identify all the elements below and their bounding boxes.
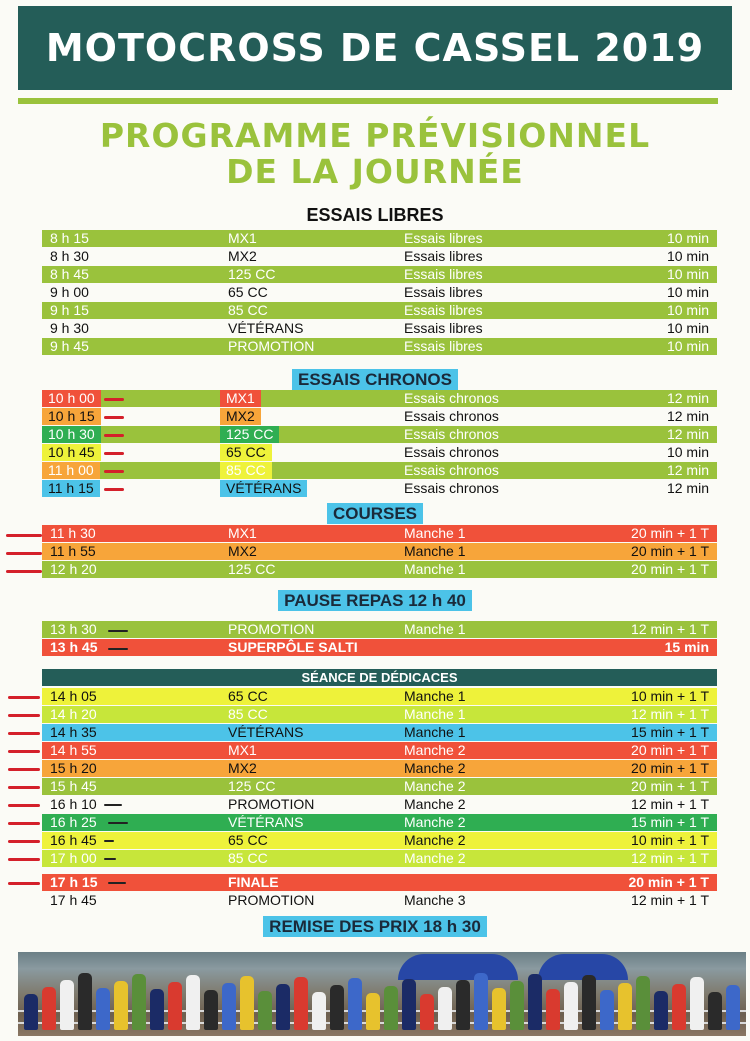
session-cell: Manche 2 (404, 778, 466, 794)
schedule-row (42, 338, 717, 355)
time-cell: 11 h 30 (50, 525, 96, 541)
session-cell: Essais chronos (404, 390, 499, 406)
category-cell: 65 CC (228, 832, 268, 848)
rider-figure (240, 976, 254, 1030)
session-cell: Essais chronos (404, 426, 499, 442)
duration-cell: 12 min + 1 T (631, 621, 709, 637)
pen-mark (104, 434, 124, 437)
rider-figure (456, 980, 470, 1030)
time-cell: 17 h 00 (50, 850, 97, 866)
category-cell: 85 CC (228, 302, 268, 318)
time-cell: 11 h 55 (50, 543, 96, 559)
category-cell: 125 CC (228, 778, 276, 794)
schedule-row (42, 248, 717, 265)
section-essais-chronos: ESSAIS CHRONOS (0, 370, 750, 390)
divider (18, 98, 718, 104)
rider-figure (528, 974, 542, 1030)
time-cell: 13 h 30 (50, 621, 97, 637)
section-dedicaces: SÉANCE DE DÉDICACES (42, 669, 717, 686)
time-cell: 17 h 45 (50, 892, 97, 908)
duration-cell: 12 min + 1 T (631, 892, 709, 908)
schedule-row (42, 543, 717, 560)
session-cell: Essais chronos (404, 480, 499, 496)
rider-figure (438, 987, 452, 1030)
time-cell: 10 h 45 (42, 444, 101, 461)
session-cell: Essais libres (404, 248, 483, 264)
schedule-row (42, 706, 717, 723)
duration-cell: 10 min + 1 T (631, 832, 709, 848)
duration-cell: 12 min (666, 462, 709, 478)
pen-mark (8, 768, 40, 771)
duration-cell: 12 min + 1 T (631, 850, 709, 866)
category-cell: 65 CC (220, 444, 272, 461)
category-cell: 125 CC (228, 266, 276, 282)
time-cell: 10 h 00 (42, 390, 101, 407)
rider-figure (186, 975, 200, 1030)
category-cell: MX2 (228, 248, 257, 264)
schedule-row (42, 742, 717, 759)
rider-figure (294, 977, 308, 1030)
time-cell: 14 h 05 (50, 688, 97, 704)
duration-cell: 10 min (666, 248, 709, 264)
schedule-row (42, 266, 717, 283)
category-cell: 85 CC (228, 706, 268, 722)
category-cell: MX2 (228, 760, 257, 776)
duration-cell: 20 min + 1 T (631, 742, 709, 758)
rider-figure (708, 992, 722, 1030)
duration-cell: 10 min + 1 T (631, 688, 709, 704)
duration-cell: 12 min (666, 390, 709, 406)
duration-cell: 15 min (664, 639, 709, 655)
session-cell: Manche 2 (404, 760, 466, 776)
pen-mark (108, 630, 128, 632)
tent-shape (398, 954, 518, 980)
duration-cell: 20 min + 1 T (631, 778, 709, 794)
schedule-row (42, 561, 717, 578)
schedule-row (42, 230, 717, 247)
session-cell: Manche 2 (404, 832, 466, 848)
time-cell: 15 h 45 (50, 778, 97, 794)
schedule-row (42, 444, 717, 461)
time-cell: 11 h 00 (42, 462, 100, 479)
rider-figure (726, 985, 740, 1030)
pen-mark (104, 840, 114, 842)
schedule-row (42, 621, 717, 638)
category-cell: PROMOTION (228, 892, 315, 908)
category-cell: 85 CC (228, 850, 268, 866)
pen-mark (108, 648, 128, 650)
rider-figure (564, 982, 578, 1030)
duration-cell: 12 min (666, 480, 709, 496)
category-cell: VÉTÉRANS (220, 480, 307, 497)
schedule-row (42, 850, 717, 867)
pen-mark (104, 416, 124, 419)
schedule-row (42, 778, 717, 795)
schedule-row (42, 525, 717, 542)
rider-figure (636, 976, 650, 1030)
pen-mark (104, 452, 124, 455)
rider-figure (330, 985, 344, 1030)
category-cell: 125 CC (228, 561, 276, 577)
time-cell: 16 h 25 (50, 814, 97, 830)
schedule-row (42, 408, 717, 425)
category-cell: VÉTÉRANS (228, 814, 304, 830)
category-cell: MX1 (228, 742, 257, 758)
pen-mark (8, 732, 40, 735)
pen-mark (104, 804, 122, 806)
session-cell: Manche 1 (404, 543, 466, 559)
duration-cell: 10 min (666, 230, 709, 246)
session-cell: Manche 1 (404, 724, 466, 740)
duration-cell: 10 min (666, 338, 709, 354)
rider-figure (690, 977, 704, 1030)
time-cell: 10 h 30 (42, 426, 101, 443)
category-cell: 85 CC (220, 462, 272, 479)
pen-mark (8, 750, 40, 753)
pen-mark (104, 858, 116, 860)
rider-figure (402, 979, 416, 1030)
rider-figure (24, 994, 38, 1030)
category-cell: PROMOTION (228, 796, 315, 812)
section-essais-libres: ESSAIS LIBRES (306, 205, 444, 225)
pen-mark (6, 552, 42, 555)
pen-mark (8, 822, 40, 825)
schedule-row (42, 760, 717, 777)
session-cell: Manche 3 (404, 892, 466, 908)
subtitle-line2: DE LA JOURNÉE (226, 152, 524, 191)
rider-figure (168, 982, 182, 1030)
rider-figure (618, 983, 632, 1030)
schedule-row (42, 639, 717, 656)
time-cell: 9 h 15 (50, 302, 89, 318)
time-cell: 10 h 15 (42, 408, 101, 425)
session-cell: Essais libres (404, 320, 483, 336)
riders-photo (18, 952, 746, 1036)
session-cell: Manche 2 (404, 742, 466, 758)
time-cell: 14 h 55 (50, 742, 97, 758)
pen-mark (108, 822, 128, 824)
session-cell: Manche 1 (404, 621, 466, 637)
time-cell: 14 h 35 (50, 724, 97, 740)
rider-figure (672, 984, 686, 1030)
duration-cell: 20 min + 1 T (628, 874, 709, 890)
session-cell: Essais libres (404, 266, 483, 282)
pen-mark (8, 696, 40, 699)
rider-figure (204, 990, 218, 1030)
time-cell: 16 h 45 (50, 832, 97, 848)
time-cell: 14 h 20 (50, 706, 97, 722)
category-cell: MX2 (228, 543, 257, 559)
rider-figure (132, 974, 146, 1030)
time-cell: 9 h 30 (50, 320, 89, 336)
session-cell: Essais chronos (404, 408, 499, 424)
duration-cell: 10 min (666, 284, 709, 300)
schedule-row (42, 688, 717, 705)
pen-mark (8, 858, 40, 861)
rider-figure (114, 981, 128, 1030)
rider-figure (42, 987, 56, 1030)
rider-figure (546, 989, 560, 1030)
schedule-row (42, 480, 717, 497)
duration-cell: 20 min + 1 T (631, 525, 709, 541)
time-cell: 12 h 20 (50, 561, 97, 577)
schedule-row (42, 426, 717, 443)
category-cell: MX1 (220, 390, 261, 407)
session-cell: Essais libres (404, 230, 483, 246)
schedule-row (42, 390, 717, 407)
rider-figure (510, 981, 524, 1030)
category-cell: 65 CC (228, 284, 268, 300)
rider-figure (78, 973, 92, 1030)
duration-cell: 20 min + 1 T (631, 543, 709, 559)
rider-figure (60, 980, 74, 1030)
category-cell: SUPERPÔLE SALTI (228, 639, 358, 655)
time-cell: 15 h 20 (50, 760, 97, 776)
time-cell: 9 h 00 (50, 284, 89, 300)
pen-mark (8, 714, 40, 717)
category-cell: 65 CC (228, 688, 268, 704)
duration-cell: 15 min + 1 T (631, 814, 709, 830)
rider-figure (582, 975, 596, 1030)
duration-cell: 12 min + 1 T (631, 706, 709, 722)
category-cell: MX1 (228, 230, 257, 246)
rider-figure (96, 988, 110, 1030)
schedule-row (42, 320, 717, 337)
rider-figure (600, 990, 614, 1030)
session-cell: Essais chronos (404, 444, 499, 460)
session-cell: Manche 1 (404, 525, 466, 541)
rider-figure (366, 993, 380, 1030)
rider-figure (492, 988, 506, 1030)
section-remise-des-prix: REMISE DES PRIX 18 h 30 (0, 917, 750, 937)
duration-cell: 15 min + 1 T (631, 724, 709, 740)
session-cell: Manche 1 (404, 688, 466, 704)
session-cell: Essais libres (404, 338, 483, 354)
section-courses: COURSES (0, 504, 750, 524)
duration-cell: 12 min + 1 T (631, 796, 709, 812)
pen-mark (8, 786, 40, 789)
rider-figure (258, 991, 272, 1030)
session-cell: Manche 2 (404, 850, 466, 866)
page-title: MOTOCROSS DE CASSEL 2019 (45, 26, 705, 70)
duration-cell: 20 min + 1 T (631, 760, 709, 776)
schedule-row (42, 832, 717, 849)
rider-figure (384, 986, 398, 1030)
time-cell: 13 h 45 (50, 639, 98, 655)
schedule-row (42, 892, 717, 909)
session-cell: Manche 1 (404, 561, 466, 577)
pen-mark (6, 534, 42, 537)
category-cell: PROMOTION (228, 338, 315, 354)
pen-mark (8, 804, 40, 807)
category-cell: MX1 (228, 525, 257, 541)
pen-mark (8, 840, 40, 843)
time-cell: 11 h 15 (42, 480, 100, 497)
duration-cell: 10 min (666, 266, 709, 282)
pen-mark (104, 488, 124, 491)
rider-figure (348, 978, 362, 1030)
rider-figure (222, 983, 236, 1030)
pen-mark (108, 882, 126, 884)
schedule-row (42, 874, 717, 891)
session-cell: Essais libres (404, 302, 483, 318)
duration-cell: 20 min + 1 T (631, 561, 709, 577)
duration-cell: 10 min (666, 320, 709, 336)
schedule-row (42, 302, 717, 319)
time-cell: 17 h 15 (50, 874, 98, 890)
schedule-row (42, 724, 717, 741)
session-cell: Manche 2 (404, 796, 466, 812)
section-pause-repas: PAUSE REPAS 12 h 40 (0, 591, 750, 611)
schedule-row (42, 284, 717, 301)
duration-cell: 10 min (666, 302, 709, 318)
time-cell: 8 h 30 (50, 248, 89, 264)
schedule-row (42, 462, 717, 479)
category-cell: PROMOTION (228, 621, 315, 637)
rider-figure (420, 994, 434, 1030)
time-cell: 8 h 15 (50, 230, 89, 246)
category-cell: 125 CC (220, 426, 279, 443)
time-cell: 8 h 45 (50, 266, 89, 282)
pen-mark (8, 882, 40, 885)
rider-figure (654, 991, 668, 1030)
rider-figure (276, 984, 290, 1030)
category-cell: FINALE (228, 874, 279, 890)
session-cell: Essais libres (404, 284, 483, 300)
schedule-row (42, 814, 717, 831)
rider-figure (150, 989, 164, 1030)
pen-mark (6, 570, 42, 573)
time-cell: 16 h 10 (50, 796, 97, 812)
category-cell: VÉTÉRANS (228, 320, 304, 336)
category-cell: VÉTÉRANS (228, 724, 304, 740)
duration-cell: 12 min (666, 426, 709, 442)
rider-figure (312, 992, 326, 1030)
subtitle-line1: PROGRAMME PRÉVISIONNEL (99, 116, 651, 155)
rider-figure (474, 973, 488, 1030)
pen-mark (104, 398, 124, 401)
session-cell: Manche 1 (404, 706, 466, 722)
session-cell: Manche 2 (404, 814, 466, 830)
schedule-row (42, 796, 717, 813)
duration-cell: 12 min (666, 408, 709, 424)
category-cell: MX2 (220, 408, 261, 425)
session-cell: Essais chronos (404, 462, 499, 478)
pen-mark (104, 470, 124, 473)
duration-cell: 10 min (666, 444, 709, 460)
time-cell: 9 h 45 (50, 338, 89, 354)
header-banner (18, 6, 732, 90)
